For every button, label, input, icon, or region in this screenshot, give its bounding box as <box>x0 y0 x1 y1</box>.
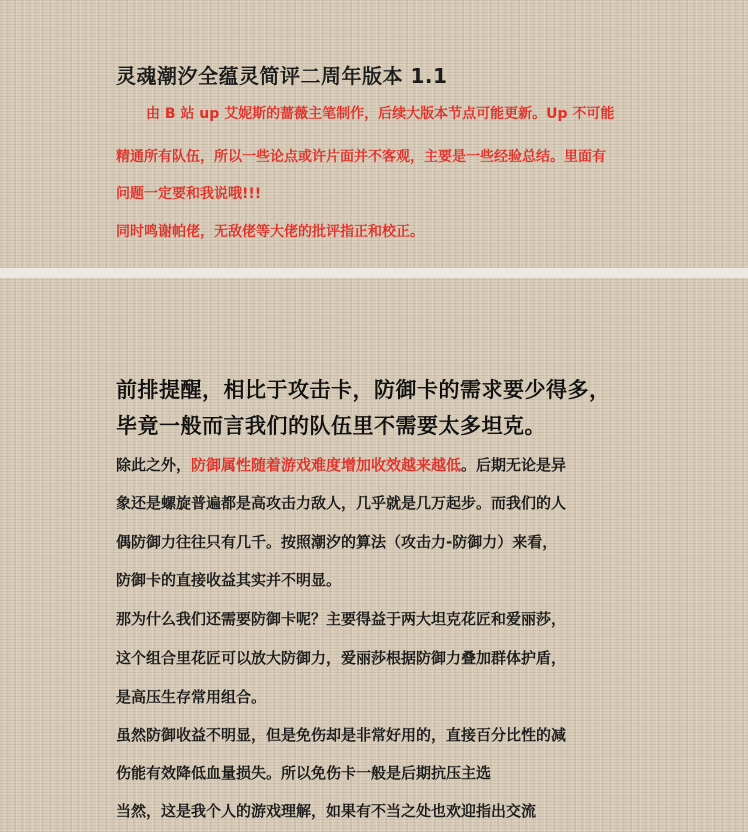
author-note-line-2: 精通所有队伍，所以一些论点或许片面并不客观，主要是一些经验总结。里面有 <box>116 149 606 165</box>
paragraph-line-6: 这个组合里花匠可以放大防御力，爱丽莎根据防御力叠加群体护盾， <box>116 649 567 667</box>
author-note-line-1: 由 B 站 up 艾妮斯的蔷薇主笔制作，后续大版本节点可能更新。Up 不可能 <box>146 106 615 122</box>
section-divider <box>0 268 748 278</box>
para1-suffix: 。后期无论是异 <box>461 456 567 474</box>
author-note-line-3: 问题一定要和我说哦!!! <box>116 186 262 202</box>
top-panel <box>0 0 748 268</box>
paragraph-line-10: 当然，这是我个人的游戏理解，如果有不当之处也欢迎指出交流 <box>116 802 537 820</box>
headline-line-2: 毕竟一般而言我们的队伍里不需要太多坦克。 <box>116 414 546 438</box>
paragraph-line-1 <box>116 454 566 475</box>
paragraph-line-5: 那为什么我们还需要防御卡呢？主要得益于两大坦克花匠和爱丽莎， <box>116 610 567 628</box>
paragraph-line-2: 象还是螺旋普遍都是高攻击力敌人，几乎就是几万起步。而我们的人 <box>116 494 567 512</box>
paragraph-line-8: 虽然防御收益不明显，但是免伤却是非常好用的，直接百分比性的减 <box>116 726 567 744</box>
headline-line-1: 前排提醒，相比于攻击卡，防御卡的需求要少得多， <box>116 378 611 402</box>
document-title: 灵魂潮汐全蕴灵简评二周年版本 1.1 <box>116 64 448 88</box>
bottom-panel <box>0 278 748 832</box>
paragraph-line-9: 伤能有效降低血量损失。所以免伤卡一般是后期抗压主选 <box>116 764 492 782</box>
author-note-line-4: 同时鸣谢帕佬，无敌佬等大佬的批评指正和校正。 <box>116 224 424 240</box>
paragraph-line-4: 防御卡的直接收益其实并不明显。 <box>116 571 342 589</box>
para1-highlight: 防御属性随着游戏难度增加收效越来越低 <box>191 456 462 474</box>
paragraph-line-3: 偶防御力往往只有几千。按照潮汐的算法（攻击力-防御力）来看， <box>116 533 558 551</box>
paragraph-line-7: 是高压生存常用组合。 <box>116 688 267 706</box>
para1-prefix: 除此之外， <box>116 456 192 474</box>
